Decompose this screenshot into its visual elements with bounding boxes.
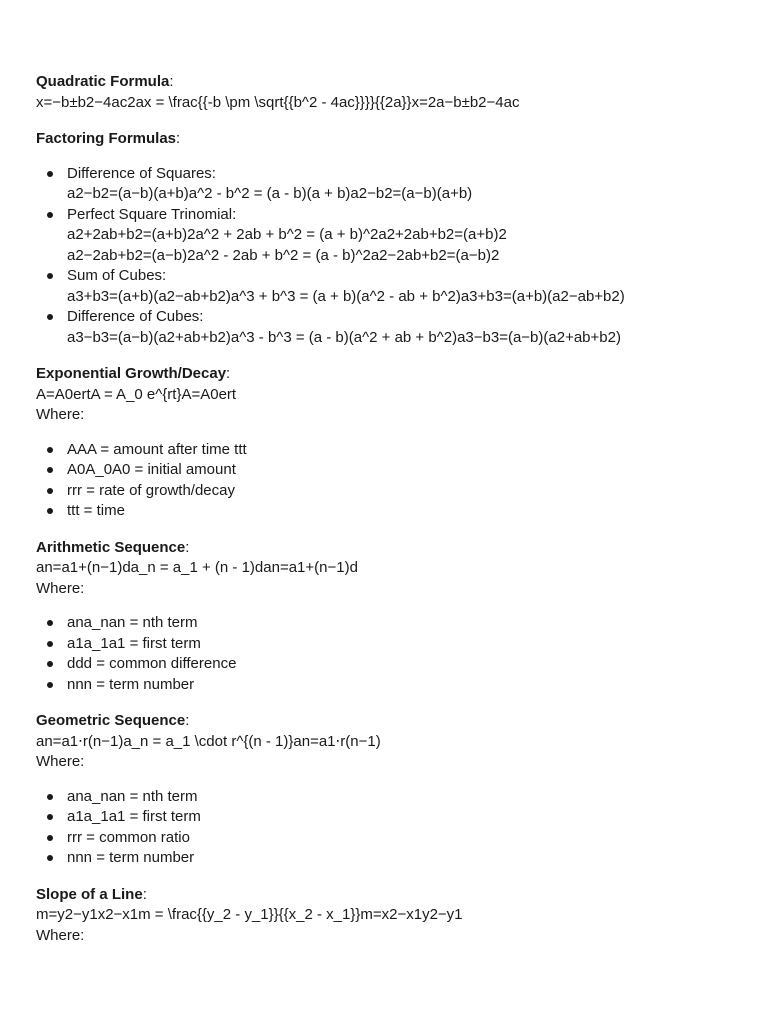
arithmetic-variables xyxy=(36,613,746,695)
bullet-icon xyxy=(47,620,53,626)
section-heading xyxy=(36,72,746,93)
variable-definition: A0A_0A0 = initial amount xyxy=(67,461,236,478)
variable-definition: ddd = common difference xyxy=(67,655,237,672)
list-item xyxy=(36,654,746,675)
geometric-variables xyxy=(36,787,746,869)
variable-definition: ana_nan = nth term xyxy=(67,787,198,805)
list-item xyxy=(36,501,746,522)
bullet-icon xyxy=(47,661,53,667)
variable-definition: a1a_1a1 = first term xyxy=(67,808,201,825)
list-item xyxy=(36,848,746,869)
list-item xyxy=(36,634,746,655)
section-slope xyxy=(36,885,746,947)
factoring-label: Difference of Cubes: xyxy=(67,308,204,325)
heading-colon: : xyxy=(185,538,190,556)
list-item xyxy=(36,460,746,481)
heading-geometric: Geometric Sequence xyxy=(36,712,186,729)
bullet-icon xyxy=(47,467,53,473)
variable-definition: ana_nan = nth term xyxy=(67,614,198,631)
factoring-label: Sum of Cubes: xyxy=(67,267,167,284)
section-factoring xyxy=(36,129,746,348)
section-arithmetic xyxy=(36,538,746,696)
bullet-icon xyxy=(47,447,53,453)
section-heading xyxy=(36,364,746,385)
formula-sheet xyxy=(36,72,746,962)
list-item xyxy=(36,246,746,267)
variable-definition: nnn = term number xyxy=(67,675,195,693)
geometric-formula: an=a1⋅r(n−1)a_n = a_1 \cdot r^{(n - 1)}an=a1⋅r(n−1) xyxy=(36,732,381,750)
list-item xyxy=(36,225,746,246)
bullet-icon xyxy=(47,814,53,820)
list-item xyxy=(36,481,746,502)
bullet-icon xyxy=(47,835,53,841)
heading-colon: : xyxy=(185,712,190,729)
section-exponential xyxy=(36,364,746,522)
factoring-label: Perfect Square Trinomial: xyxy=(67,205,237,223)
bullet-icon xyxy=(47,314,53,320)
where-label: Where: xyxy=(36,926,85,944)
bullet-icon xyxy=(47,508,53,514)
bullet-icon xyxy=(47,794,53,800)
bullet-icon xyxy=(47,212,53,218)
heading-colon: : xyxy=(169,73,174,90)
factoring-label: Difference of Squares: xyxy=(67,164,216,182)
heading-colon: : xyxy=(226,365,231,382)
variable-definition: nnn = term number xyxy=(67,849,195,866)
where-label: Where: xyxy=(36,406,85,423)
list-item xyxy=(36,613,746,634)
factoring-formula: a3−b3=(a−b)(a2+ab+b2)a^3 - b^3 = (a - b)(a^2 + ab + b^2)a3−b3=(a−b)(a2+ab+b2) xyxy=(67,328,621,346)
variable-definition: AAA = amount after time ttt xyxy=(67,440,247,458)
bullet-icon xyxy=(47,855,53,861)
list-item xyxy=(36,164,746,185)
section-heading xyxy=(36,538,746,559)
list-item xyxy=(36,675,746,696)
exponential-variables xyxy=(36,440,746,522)
factoring-formula: a3+b3=(a+b)(a2−ab+b2)a^3 + b^3 = (a + b)(a^2 - ab + b^2)a3+b3=(a+b)(a2−ab+b2) xyxy=(67,287,625,305)
bullet-icon xyxy=(47,273,53,279)
section-heading xyxy=(36,129,746,150)
exponential-formula: A=A0ertA = A_0 e^{rt}A=A0ert xyxy=(36,385,237,403)
variable-definition: ttt = time xyxy=(67,502,125,519)
variable-definition: a1a_1a1 = first term xyxy=(67,634,201,652)
section-geometric xyxy=(36,711,746,869)
list-item xyxy=(36,328,746,349)
where-label: Where: xyxy=(36,579,85,597)
heading-colon: : xyxy=(176,130,181,147)
arithmetic-formula: an=a1+(n−1)da_n = a_1 + (n - 1)dan=a1+(n−1)d xyxy=(36,559,358,576)
quadratic-formula: x=−b±b2−4ac2ax = \frac{{-b \pm \sqrt{{b^2 - 4ac}}}}{{2a}}x=2a−b±b2−4ac xyxy=(36,93,520,111)
heading-slope: Slope of a Line xyxy=(36,885,143,903)
list-item xyxy=(36,828,746,849)
where-label: Where: xyxy=(36,753,85,770)
list-item xyxy=(36,287,746,308)
heading-colon: : xyxy=(142,885,147,903)
section-heading xyxy=(36,885,746,906)
bullet-icon xyxy=(47,682,53,688)
factoring-formula: a2+2ab+b2=(a+b)2a^2 + 2ab + b^2 = (a + b)^2a2+2ab+b2=(a+b)2 xyxy=(67,226,507,243)
heading-factoring: Factoring Formulas xyxy=(36,130,177,147)
list-item xyxy=(36,807,746,828)
heading-arithmetic: Arithmetic Sequence xyxy=(36,538,186,556)
section-quadratic xyxy=(36,72,746,113)
bullet-icon xyxy=(47,171,53,177)
list-item xyxy=(36,266,746,287)
list-item xyxy=(36,184,746,205)
factoring-formula: a2−2ab+b2=(a−b)2a^2 - 2ab + b^2 = (a - b)^2a2−2ab+b2=(a−b)2 xyxy=(67,246,500,264)
variable-definition: rrr = common ratio xyxy=(67,828,190,846)
bullet-icon xyxy=(47,641,53,647)
heading-exponential: Exponential Growth/Decay xyxy=(36,365,227,382)
bullet-icon xyxy=(47,488,53,494)
heading-quadratic: Quadratic Formula xyxy=(36,73,170,90)
section-heading xyxy=(36,711,746,732)
list-item xyxy=(36,205,746,226)
list-item xyxy=(36,307,746,328)
variable-definition: rrr = rate of growth/decay xyxy=(67,481,235,499)
list-item xyxy=(36,787,746,808)
factoring-list xyxy=(36,164,746,349)
list-item xyxy=(36,440,746,461)
factoring-formula: a2−b2=(a−b)(a+b)a^2 - b^2 = (a - b)(a + b)a2−b2=(a−b)(a+b) xyxy=(67,185,473,202)
slope-formula: m=y2−y1x2−x1m = \frac{{y_2 - y_1}}{{x_2 - x_1}}m=x2−x1y2−y1 xyxy=(36,906,463,923)
